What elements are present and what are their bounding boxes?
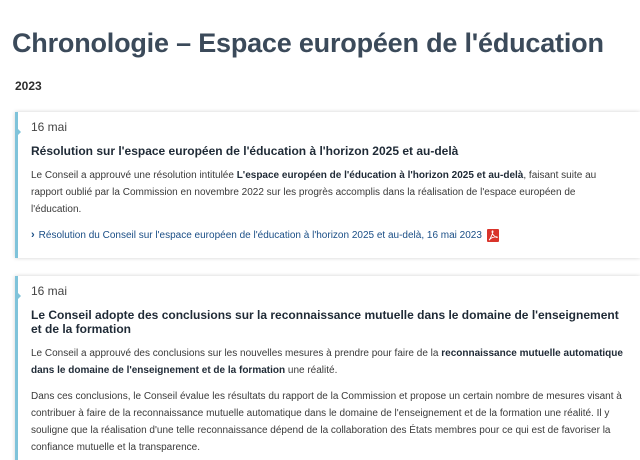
entry-date: 16 mai [31,120,68,134]
entry-paragraph: Le Conseil a approuvé une résolution intitulée L'espace européen de l'éducation à l'horizon 2025 et au-delà, faisant suite au rapport oublié par la Commission en novembre 2022 sur les progrès accomplis dans la réalisation de l'espace européen de l'éducation. [31,170,597,215]
entry-headline: Résolution sur l'espace européen de l'éducation à l'horizon 2025 et au-delà [31,144,459,158]
entry-paragraph: Le Conseil a approuvé des conclusions sur les nouvelles mesures à prendre pour faire de la reconnaissance mutuelle automatique dans le domaine de l'enseignement et de la formation une réalité. [31,348,623,376]
emphasis-text: L'espace européen de l'éducation à l'horizon 2025 et au-delà [236,170,524,181]
pdf-icon [487,229,499,242]
entry-headline: Le Conseil adopte des conclusions sur la reconnaissance mutuelle dans le domaine de l'enseignement et de la formation [31,308,619,336]
page-title: Chronologie – Espace européen de l'éducation [12,28,604,58]
entry-paragraph: Dans ces conclusions, le Conseil évalue les résultats du rapport de la Commission et propose un certain nombre de mesures visant à contribuer à faire de la reconnaissance mutuelle automatique dans le domaine de l'enseignement et de la formation une réalité. Il y souligne que la réalisation d'une telle reconnaissance dépend de la collaboration des États membres pour ce qui est de favoriser la confiance mutuelle et la transparence. [31,391,622,453]
entry-date: 16 mai [31,284,68,298]
document-link-label: Résolution du Conseil sur l'espace européen de l'éducation à l'horizon 2025 et au-delà, 16 mai 2023 [38,230,482,241]
resolution-document-link[interactable] [31,229,632,242]
chevron-right-icon: › [31,229,35,241]
emphasis-text: reconnaissance mutuelle automatique dans le domaine de l'enseignement et de la formation [31,348,623,376]
timeline-entry [15,276,640,460]
timeline-entry [15,112,640,258]
year-heading: 2023 [15,79,42,93]
